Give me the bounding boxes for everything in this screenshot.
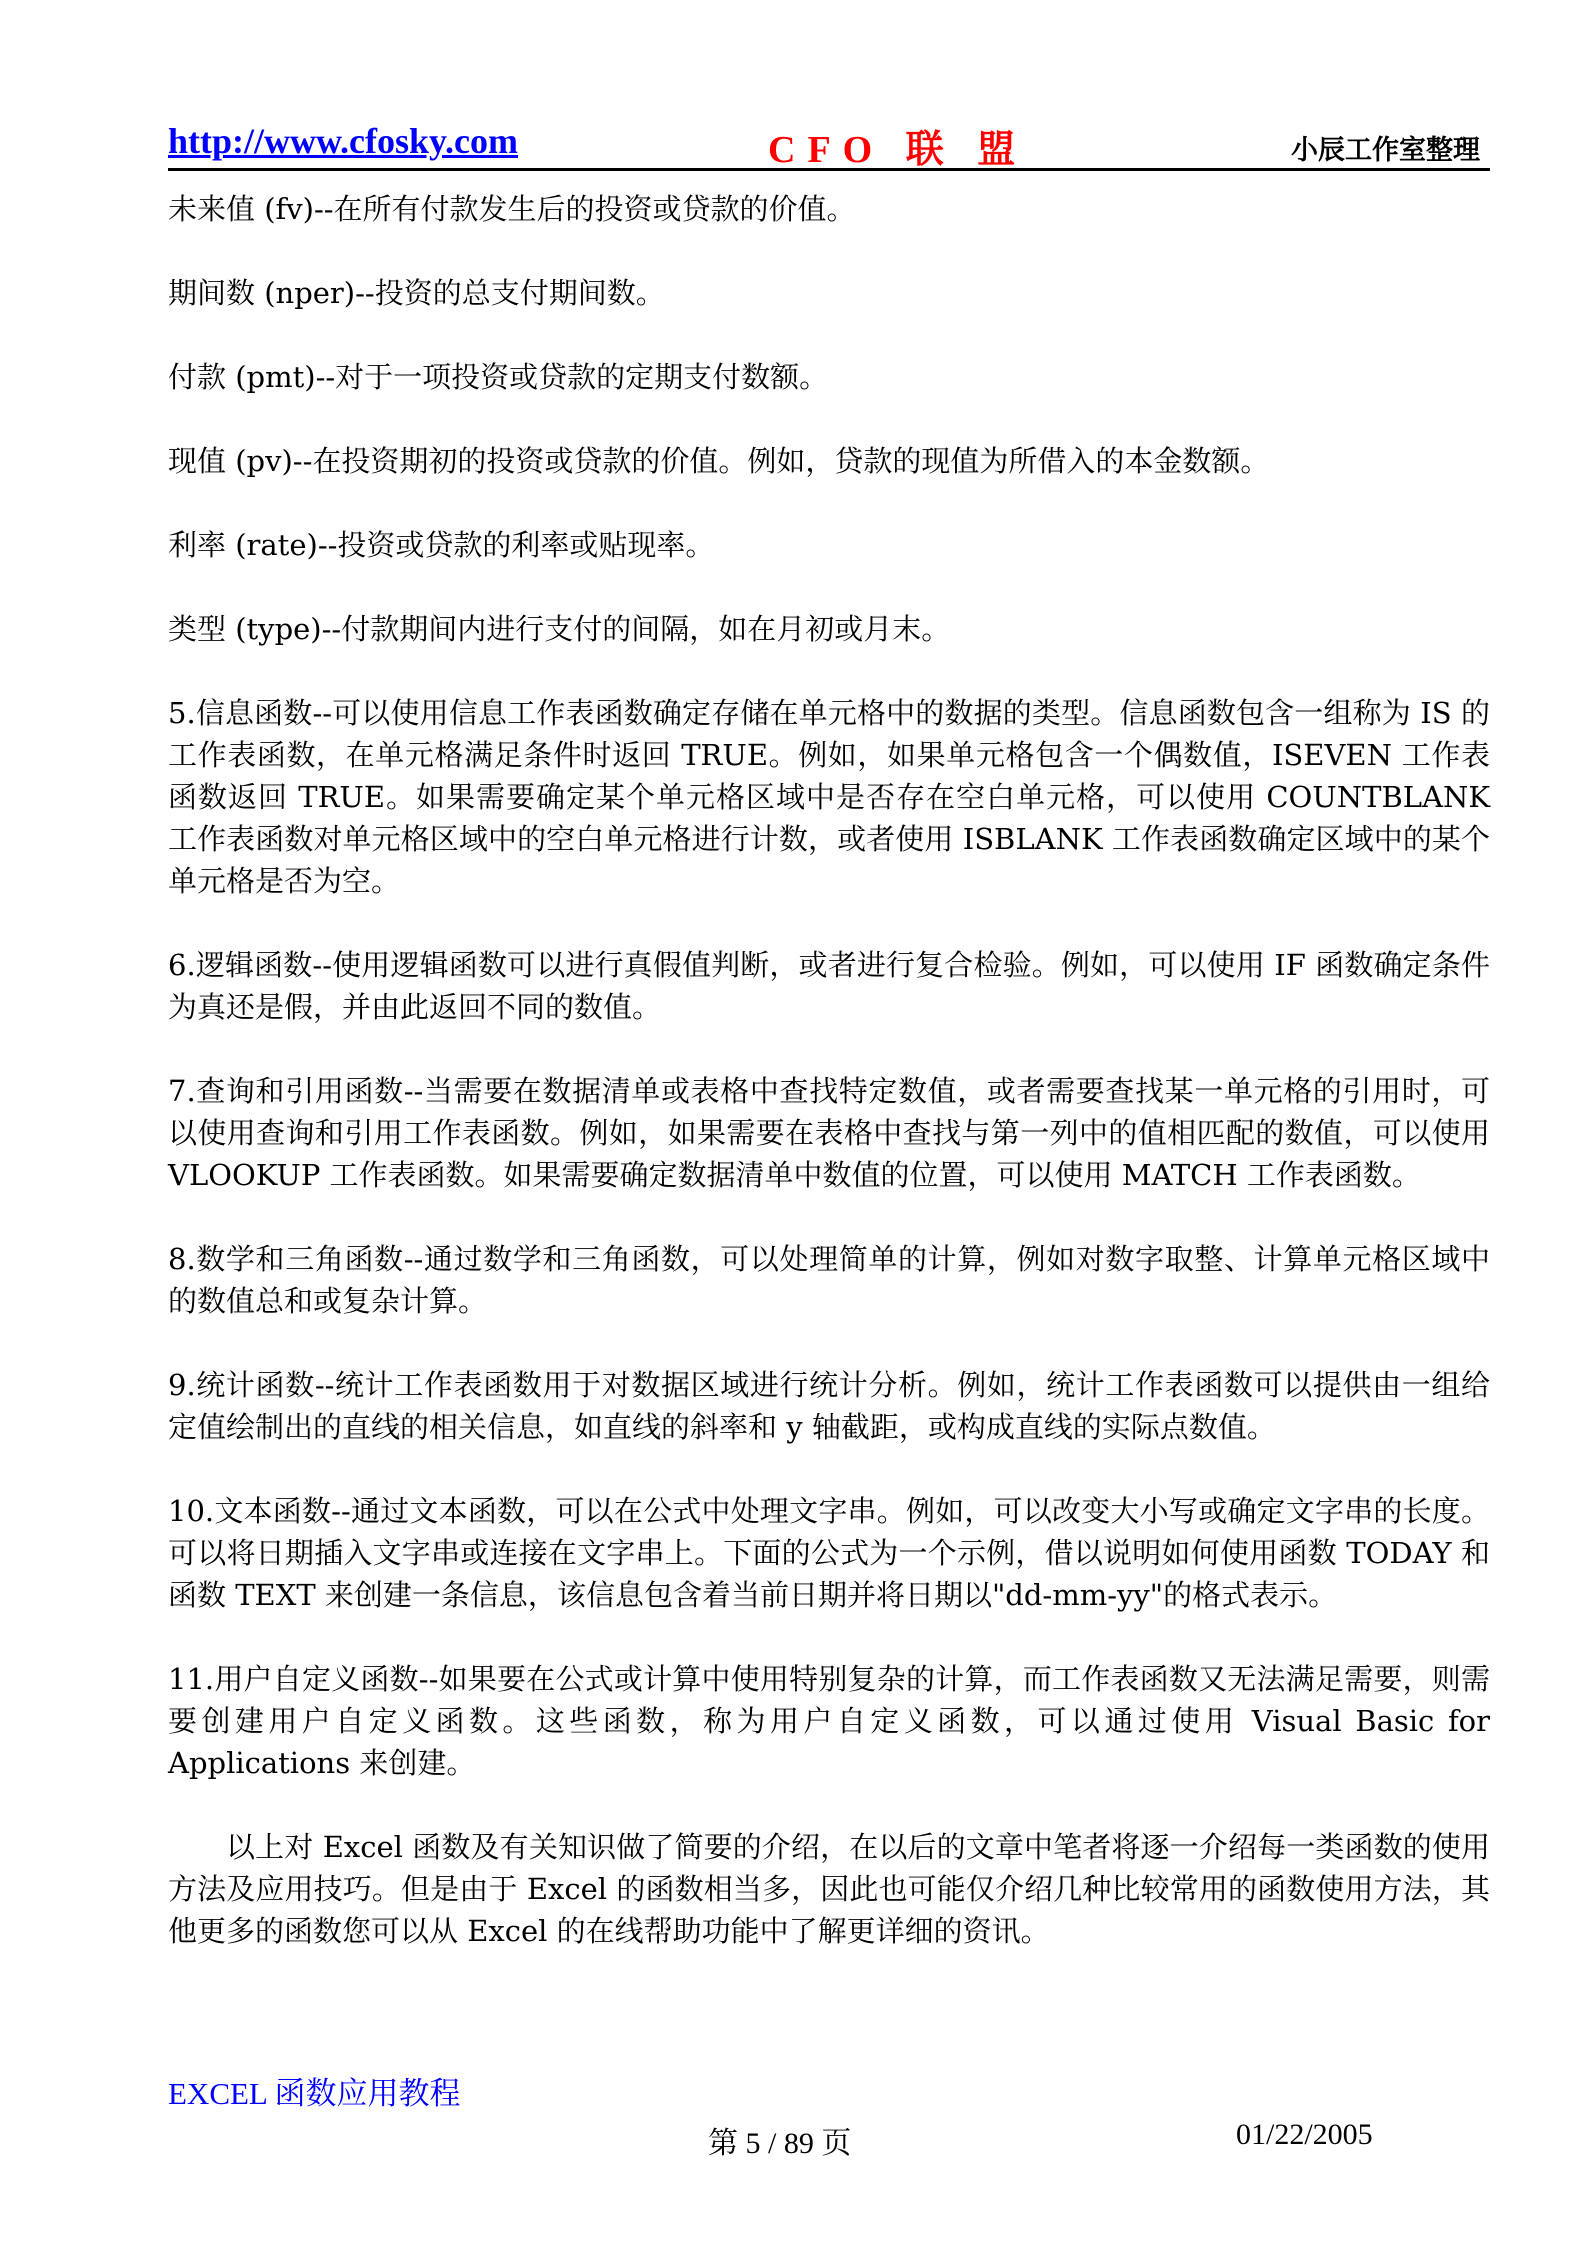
- paragraph-nper: 期间数 (nper)--投资的总支付期间数。: [168, 276, 665, 310]
- page-header: [168, 118, 1490, 171]
- header-credit: 小辰工作室整理: [1291, 135, 1480, 166]
- paragraph-info-functions: 5.信息函数--可以使用信息工作表函数确定存储在单元格中的数据的类型。信息函数包含一组称为 IS 的工作表函数，在单元格满足条件时返回 TRUE。例如，如果单元格包含一个偶数值，ISEVEN 工作表函数返回 TRUE。如果需要确定某个单元格区域中是否存在空白单元格，可以使用 COUNTBLANK 工作表函数对单元格区域中的空白单元格进行计数，或者使用 ISBLANK 工作表函数确定区域中的某个单元格是否为空。: [168, 696, 1490, 898]
- footer-doc-title: EXCEL 函数应用教程: [168, 2076, 461, 2111]
- footer-date: 01/22/2005: [1236, 2118, 1373, 2151]
- paragraph-fv: 未来值 (fv)--在所有付款发生后的投资或贷款的价值。: [168, 192, 856, 226]
- paragraph-pmt: 付款 (pmt)--对于一项投资或贷款的定期支付数额。: [168, 360, 829, 394]
- document-body: [168, 188, 1490, 1994]
- paragraph-text-functions: 10.文本函数--通过文本函数，可以在公式中处理文字串。例如，可以改变大小写或确定文字串的长度。可以将日期插入文字串或连接在文字串上。下面的公式为一个示例，借以说明如何使用函数 TODAY 和函数 TEXT 来创建一条信息，该信息包含着当前日期并将日期以"dd-mm-yy"的格式表示。: [168, 1494, 1490, 1612]
- paragraph-udf: 11.用户自定义函数--如果要在公式或计算中使用特别复杂的计算，而工作表函数又无法满足需要，则需要创建用户自定义函数。这些函数，称为用户自定义函数，可以通过使用 Visual Basic for Applications 来创建。: [168, 1662, 1490, 1780]
- website-link[interactable]: http://www.cfosky.com: [168, 121, 518, 161]
- header-brand: CFO 联 盟: [768, 129, 1028, 171]
- paragraph-rate: 利率 (rate)--投资或贷款的利率或贴现率。: [168, 528, 715, 562]
- paragraph-math-functions: 8.数学和三角函数--通过数学和三角函数，可以处理简单的计算，例如对数字取整、计算单元格区域中的数值总和或复杂计算。: [168, 1242, 1490, 1318]
- footer-page-number: 第 5 / 89 页: [708, 2127, 852, 2160]
- paragraph-lookup-functions: 7.查询和引用函数--当需要在数据清单或表格中查找特定数值，或者需要查找某一单元格的引用时，可以使用查询和引用工作表函数。例如，如果需要在表格中查找与第一列中的值相匹配的数值，可以使用 VLOOKUP 工作表函数。如果需要确定数据清单中数值的位置，可以使用 MATCH 工作表函数。: [168, 1074, 1490, 1192]
- paragraph-summary: 以上对 Excel 函数及有关知识做了简要的介绍，在以后的文章中笔者将逐一介绍每一类函数的使用方法及应用技巧。但是由于 Excel 的函数相当多，因此也可能仅介绍几种比较常用的函数使用方法，其他更多的函数您可以从 Excel 的在线帮助功能中了解更详细的资讯。: [168, 1830, 1490, 1948]
- paragraph-logic-functions: 6.逻辑函数--使用逻辑函数可以进行真假值判断，或者进行复合检验。例如，可以使用 IF 函数确定条件为真还是假，并由此返回不同的数值。: [168, 948, 1490, 1024]
- paragraph-stat-functions: 9.统计函数--统计工作表函数用于对数据区域进行统计分析。例如，统计工作表函数可以提供由一组给定值绘制出的直线的相关信息，如直线的斜率和 y 轴截距，或构成直线的实际点数值。: [168, 1368, 1490, 1444]
- paragraph-type: 类型 (type)--付款期间内进行支付的间隔，如在月初或月末。: [168, 612, 951, 646]
- paragraph-pv: 现值 (pv)--在投资期初的投资或贷款的价值。例如，贷款的现值为所借入的本金数额。: [168, 444, 1270, 478]
